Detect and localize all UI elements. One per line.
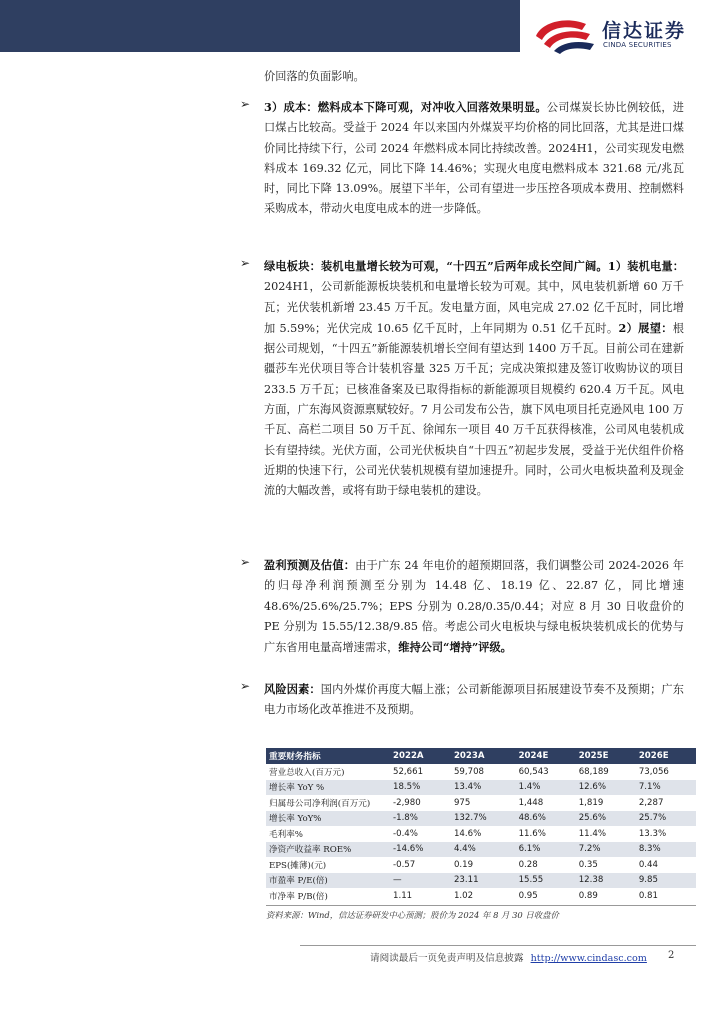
table-cell: —: [390, 873, 451, 889]
table-header-cell: 2022A: [390, 748, 451, 764]
page-number: 2: [668, 950, 675, 961]
header-band: [0, 0, 520, 52]
table-row: [266, 811, 696, 827]
footer-text: 请阅读最后一页免责声明及信息披露: [370, 953, 524, 964]
table-cell: 132.7%: [451, 811, 516, 827]
table-cell: 6.1%: [516, 842, 576, 858]
table-cell: 15.55: [516, 873, 576, 889]
table-cell: 8.3%: [636, 842, 696, 858]
table-cell: 0.44: [638, 859, 658, 870]
cost-heading: 3）成本：燃料成本下降可观，对冲收入回落效果明显。: [264, 100, 547, 114]
table-cell: 60,543: [518, 766, 549, 777]
table-cell: 7.1%: [636, 780, 696, 796]
table-row: [266, 842, 696, 858]
logo-text-cn: 信达证券: [602, 20, 687, 42]
table-cell: 0.81: [638, 890, 658, 901]
table-row: [266, 826, 696, 842]
paragraph-continuation: [264, 67, 684, 87]
forecast-rating: 维持公司“增持”评级。: [398, 640, 512, 655]
table-cell: -1.8%: [390, 811, 451, 827]
table-cell: 1,448: [518, 797, 544, 808]
section-cost: [240, 97, 684, 220]
section-green-power: [240, 256, 684, 502]
logo-text-en: CINDA SECURITIES: [603, 41, 672, 49]
table-cell: -0.4%: [393, 828, 418, 839]
table-cell: 48.6%: [516, 811, 576, 827]
bullet-icon: ➢: [240, 679, 251, 693]
table-header-cell: 2023A: [451, 748, 516, 764]
table-cell: 13.4%: [451, 780, 516, 796]
table-cell: 0.95: [518, 890, 538, 901]
table-cell: 0.89: [578, 890, 598, 901]
section-risk: [240, 679, 684, 721]
financial-table: [266, 748, 696, 904]
table-cell: 2,287: [638, 797, 664, 808]
bullet-icon: ➢: [240, 97, 251, 111]
table-cell: 0.19: [453, 859, 474, 870]
table-row: [266, 780, 696, 796]
table-cell: 59,708: [453, 766, 485, 777]
table-cell: -0.57: [393, 859, 416, 870]
table-cell: 9.85: [636, 873, 696, 889]
risk-text: 国内外煤价再度大幅上涨；公司新能源项目拓展建设节奏不及预期；广东电力市场化改革推进不及预期。: [264, 683, 684, 717]
table-cell: 市盈率 P/E(倍): [266, 873, 390, 889]
footer-rule: [300, 945, 696, 946]
table-cell: 11.6%: [518, 828, 546, 839]
footer-website-link[interactable]: http://www.cindasc.com: [530, 953, 647, 964]
table-cell: 73,056: [638, 766, 669, 777]
green-sub2: 2）展望：: [618, 320, 673, 335]
table-header-cell: 2025E: [576, 748, 636, 764]
table-cell: 1.11: [393, 890, 413, 901]
table-header-cell: 2024E: [516, 748, 576, 764]
forecast-text: 由于广东 24 年电价的超预期回落，我们调整公司 2024-2026 年的归母净利润预测至分别为 14.48 亿、18.19 亿、22.87 亿，同比增速 48.6%/25.6%/25.7%；EPS 分别为 0.28/0.35/0.44；对应 8 月 30 日收盘价的 PE 分别为 15.55/12.38/9.85 倍。考虑公司火电板块与绿电板块装机成长的优势与广东省用电量高增速需求，: [264, 559, 684, 655]
table-cell: 12.38: [576, 873, 636, 889]
green-text1: 2024H1，公司新能源板块装机和电量增长较为可观。其中，风电装机新增 60 万千瓦；光伏装机新增 23.45 万千瓦。发电量方面，风电完成 27.02 亿千瓦时，同比增加 5.59%；光伏完成 10.65 亿千瓦时，上年同期为 0.51 亿千瓦时。: [264, 280, 684, 335]
green-text2: 根据公司规划，“十四五”新能源装机增长空间有望达到 1400 万千瓦。目前公司在建新疆莎车光伏项目等合计装机容量 325 万千瓦；完成决策拟建及签订收购协议的项目 233.5 万千瓦；已核准备案及已取得指标的新能源项目规模约 620.4 万千瓦。风电方面，广东海风资源禀赋较好。7 月公司发布公告，旗下风电项目托克逊风电 100 万千瓦、高栏二项目 50 万千瓦、徐闻东一项目 40 万千瓦获得核准，公司风电装机成长有望持续。光伏方面，公司光伏板块自“十四五”初起步发展，受益于光伏组件价格近期的快速下行，公司光伏装机规模有望加速提升。同时，公司火电板块盈利及现金流的大幅改善，或将有助于绿电装机的建设。: [264, 321, 684, 498]
table-header-row: [266, 748, 696, 764]
table-cell: 23.11: [451, 873, 516, 889]
table-cell: 1,819: [578, 797, 604, 808]
table-cell: 11.4%: [578, 828, 607, 839]
table-cell: 52,661: [393, 766, 424, 777]
table-cell: 25.7%: [636, 811, 696, 827]
table-cell: 1.4%: [516, 780, 576, 796]
table-cell: 14.6%: [453, 828, 482, 839]
table-row: [266, 873, 696, 889]
table-row: [266, 888, 696, 904]
table-cell: 975: [453, 797, 471, 808]
forecast-heading: 盈利预测及估值：: [264, 558, 356, 572]
table-row: [266, 857, 696, 873]
table-cell: 归属母公司净利润(百万元): [269, 798, 371, 809]
section-forecast: [240, 555, 684, 658]
table-cell: 增长率 YoY%: [266, 811, 390, 827]
table-cell: 0.28: [518, 859, 538, 870]
footer-disclaimer: [370, 950, 647, 964]
table-header-cell: 2026E: [636, 748, 696, 764]
table-header-cell: 重要财务指标: [266, 748, 390, 764]
table-source-note: 资料来源：Wind，信达证券研发中心预测；股价为 2024 年 8 月 30 日收盘价: [266, 910, 559, 920]
table-cell: 12.6%: [576, 780, 636, 796]
table-cell: 市净率 P/B(倍): [269, 891, 328, 902]
table-cell: 13.3%: [638, 828, 667, 839]
table-cell: 0.35: [578, 859, 598, 870]
bullet-icon: ➢: [240, 256, 251, 270]
risk-heading: 风险因素：: [264, 682, 321, 696]
table-row: [266, 764, 696, 780]
cost-text: 公司煤炭长协比例较低，进口煤占比较高。受益于 2024 年以来国内外煤炭平均价格的同比回落，尤其是进口煤价同比持续下行，公司 2024 年燃料成本同比持续改善。2024H1，公司实现发电燃料成本 169.32 亿元，同比下降 14.46%；实现火电度电燃料成本 321.68 元/兆瓦时，同比下降 13.09%。展望下半年，公司有望进一步压控各项成本费用、控制燃料采购成本，带动火电度电成本的进一步降低。: [264, 101, 684, 216]
table-cell: 18.5%: [390, 780, 451, 796]
table-cell: 1.02: [453, 890, 474, 901]
green-sub1: 1）装机电量：: [607, 259, 684, 273]
table-cell: 增长率 YoY %: [266, 780, 390, 796]
table-row: [266, 795, 696, 811]
table-bottom-rule: [266, 905, 696, 906]
text-p0: 价回落的负面影响。: [264, 70, 365, 83]
table-cell: -2,980: [393, 797, 421, 808]
table-cell: 25.6%: [576, 811, 636, 827]
table-cell: 68,189: [578, 766, 609, 777]
table-cell: 毛利率%: [269, 829, 303, 840]
cinda-logo-icon: [532, 14, 602, 54]
bullet-icon: ➢: [240, 555, 251, 569]
table-cell: EPS(摊薄)(元): [269, 860, 327, 871]
green-heading: 绿电板块：装机电量增长较为可观，“十四五”后两年成长空间广阔。: [264, 259, 608, 273]
table-cell: -14.6%: [390, 842, 451, 858]
table-cell: 7.2%: [576, 842, 636, 858]
table-cell: 净资产收益率 ROE%: [266, 842, 390, 858]
table-cell: 营业总收入(百万元): [269, 767, 345, 778]
table-cell: 4.4%: [451, 842, 516, 858]
